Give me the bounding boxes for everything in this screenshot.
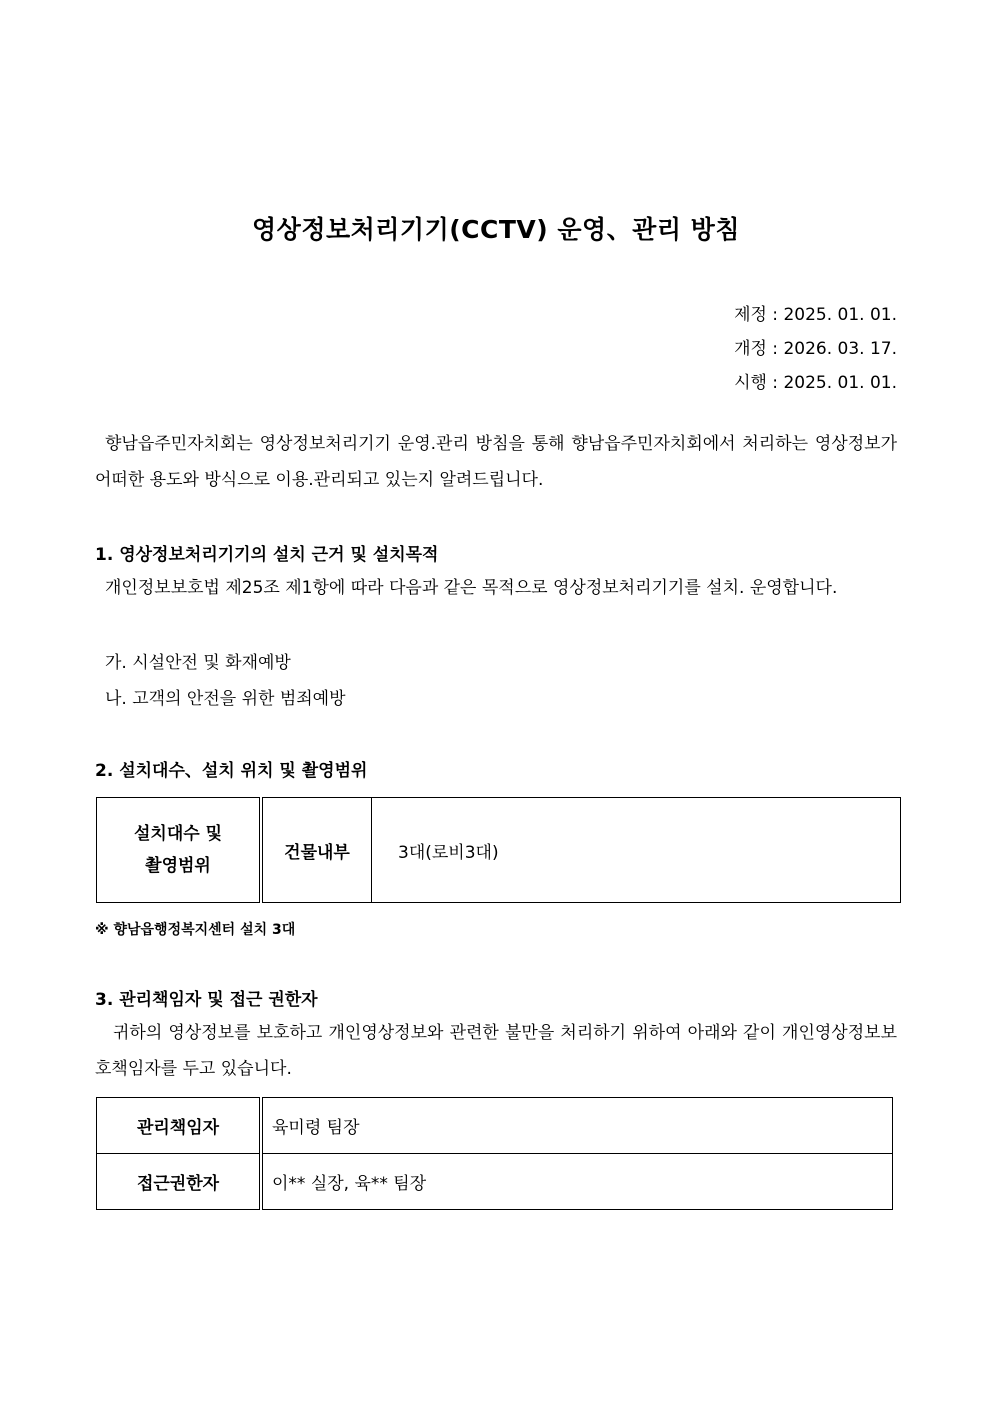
document-title: 영상정보처리기기(CCTV) 운영、관리 방침 <box>252 215 740 244</box>
enacted-date: 제정 : 2025. 01. 01. <box>734 305 897 325</box>
section1-heading: 1. 영상정보처리기기의 설치 근거 및 설치목적 <box>95 545 439 565</box>
section1-body: 개인정보보호법 제25조 제1항에 따라 다음과 같은 목적으로 영상정보처리기기를 설치. 운영합니다. <box>105 578 838 598</box>
access-label-cell: 접근권한자 <box>97 1154 262 1210</box>
section2-heading: 2. 설치대수、설치 위치 및 촬영범위 <box>95 761 368 781</box>
installation-label-line2: 촬영범위 <box>145 856 211 876</box>
installation-label-cell <box>97 798 262 903</box>
section1-item-a: 가. 시설안전 및 화재예방 <box>105 653 291 673</box>
installation-value-cell: 3대(로비3대) <box>372 798 901 903</box>
installation-table <box>96 797 901 903</box>
installation-label-line1: 설치대수 및 <box>133 824 223 844</box>
intro-paragraph: 향남읍주민자치회는 영상정보처리기기 운영.관리 방침을 통해 향남읍주민자치회에서 처리하는 영상정보가 어떠한 용도와 방식으로 이용.관리되고 있는지 알려드립니다. <box>95 434 897 490</box>
table-row <box>97 1098 893 1154</box>
section1-item-b: 나. 고객의 안전을 위한 범죄예방 <box>105 689 346 709</box>
table-row <box>97 798 901 903</box>
table-row <box>97 1154 893 1210</box>
manager-value-cell: 육미령 팀장 <box>261 1098 893 1154</box>
effective-date: 시행 : 2025. 01. 01. <box>734 373 897 393</box>
section3-heading: 3. 관리책임자 및 접근 권한자 <box>95 990 318 1010</box>
revised-date: 개정 : 2026. 03. 17. <box>734 339 897 359</box>
installation-note: ※ 향남읍행정복지센터 설치 3대 <box>95 922 296 938</box>
manager-table <box>96 1097 893 1210</box>
date-block <box>734 298 897 400</box>
access-value-cell: 이** 실장, 육** 팀장 <box>261 1154 893 1210</box>
manager-label-cell: 관리책임자 <box>97 1098 262 1154</box>
section3-body: 귀하의 영상정보를 보호하고 개인영상정보와 관련한 불만을 처리하기 위하여 아래와 같이 개인영상정보보호책임자를 두고 있습니다. <box>95 1023 897 1079</box>
installation-location-cell: 건물내부 <box>261 798 372 903</box>
